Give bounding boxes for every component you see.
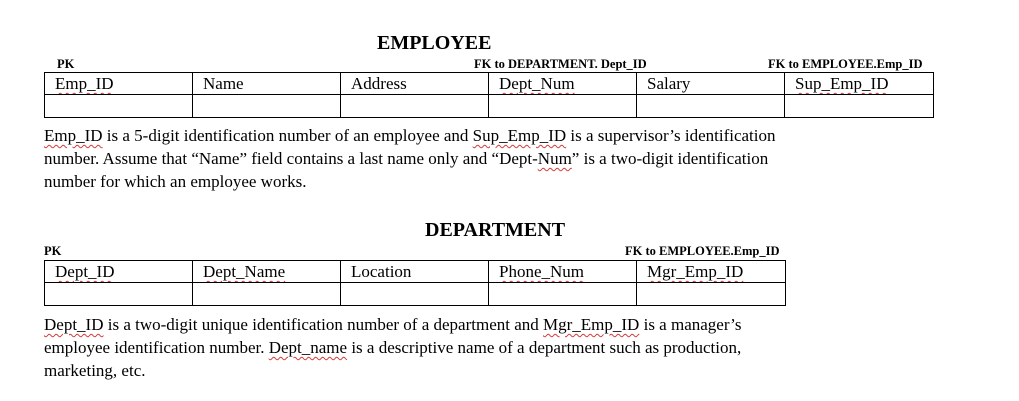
employee-description-line-1: Emp_ID is a 5-digit identification number of an employee and Sup_Emp_ID is a supervisor’s identification bbox=[44, 126, 776, 145]
table-cell bbox=[785, 95, 934, 118]
table-cell bbox=[489, 95, 637, 118]
department-col-dept-id: Dept_ID bbox=[45, 261, 193, 283]
employee-table bbox=[44, 72, 934, 118]
table-cell bbox=[637, 283, 786, 306]
employee-col-name: Name bbox=[193, 73, 341, 95]
table-cell bbox=[637, 95, 785, 118]
table-cell bbox=[45, 283, 193, 306]
employee-col-sup-emp-id: Sup_Emp_ID bbox=[785, 73, 934, 95]
employee-description bbox=[44, 124, 775, 193]
table-cell bbox=[341, 283, 489, 306]
department-description bbox=[44, 313, 741, 382]
employee-description-line-2: number. Assume that “Name” field contains a last name only and “Dept-Num” is a two-digit identification bbox=[44, 149, 769, 168]
department-col-location: Location bbox=[341, 261, 489, 283]
employee-header-row bbox=[45, 73, 934, 95]
department-table bbox=[44, 260, 786, 306]
department-description-line-2: employee identification number. Dept_name is a descriptive name of a department such as production, bbox=[44, 338, 742, 357]
table-cell bbox=[193, 283, 341, 306]
department-empty-row bbox=[45, 283, 786, 306]
department-col-phone-num: Phone_Num bbox=[489, 261, 637, 283]
table-cell bbox=[45, 95, 193, 118]
department-col-mgr-emp-id: Mgr_Emp_ID bbox=[637, 261, 786, 283]
employee-description-line-3: number for which an employee works. bbox=[44, 172, 307, 191]
employee-pk-label: PK bbox=[57, 57, 75, 71]
department-col-dept-name: Dept_Name bbox=[193, 261, 341, 283]
employee-col-salary: Salary bbox=[637, 73, 785, 95]
employee-col-emp-id: Emp_ID bbox=[45, 73, 193, 95]
employee-fk-emp-label: FK to EMPLOYEE.Emp_ID bbox=[768, 57, 923, 71]
department-table-title: DEPARTMENT bbox=[425, 219, 566, 241]
employee-empty-row bbox=[45, 95, 934, 118]
employee-col-address: Address bbox=[341, 73, 489, 95]
department-pk-label: PK bbox=[44, 244, 62, 258]
department-description-line-3: marketing, etc. bbox=[44, 361, 146, 380]
department-header-row bbox=[45, 261, 786, 283]
department-fk-emp-label: FK to EMPLOYEE.Emp_ID bbox=[625, 244, 780, 258]
department-description-line-1: Dept_ID is a two-digit unique identification number of a department and Mgr_Emp_ID is a manager’s bbox=[44, 315, 742, 334]
employee-fk-dept-label: FK to DEPARTMENT. Dept_ID bbox=[474, 57, 647, 71]
table-cell bbox=[193, 95, 341, 118]
table-cell bbox=[341, 95, 489, 118]
table-cell bbox=[489, 283, 637, 306]
employee-col-dept-num: Dept_Num bbox=[489, 73, 637, 95]
employee-table-title: EMPLOYEE bbox=[377, 32, 492, 54]
